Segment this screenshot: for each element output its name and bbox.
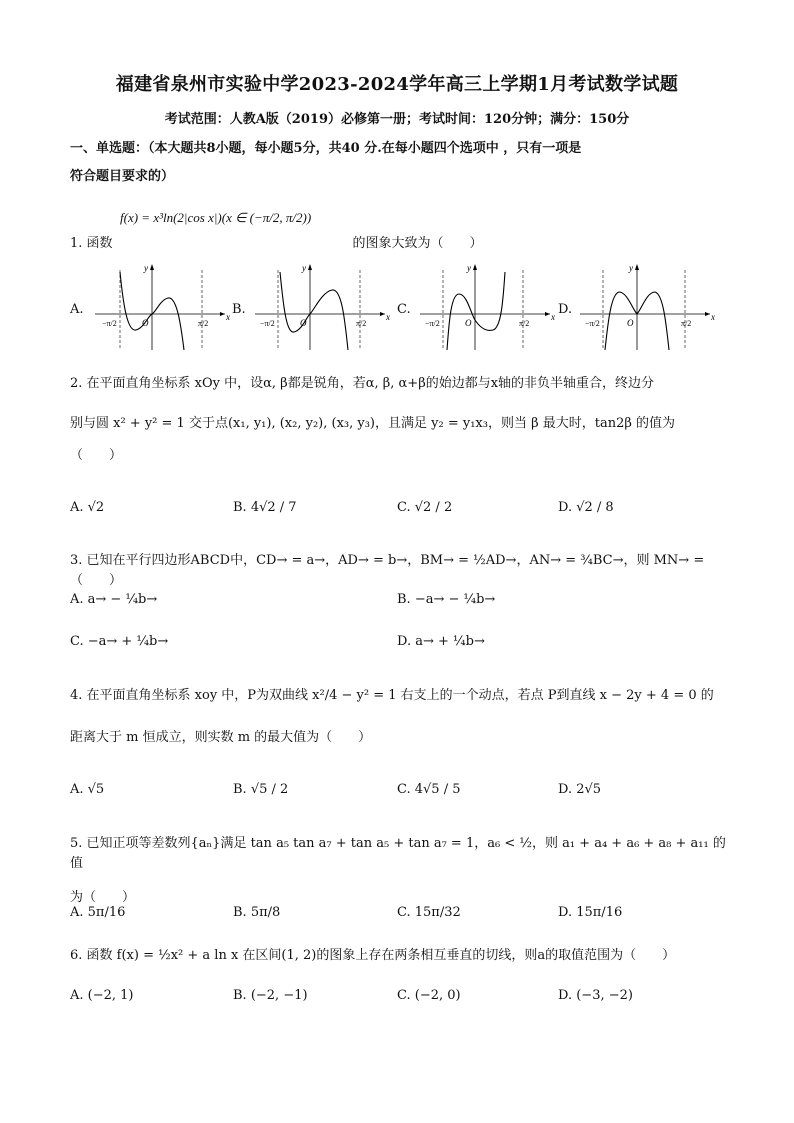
q6-option-c[interactable]: C. (−2, 0) (397, 988, 461, 1003)
origin-label: O (465, 318, 472, 328)
q5-stem (70, 834, 730, 908)
q6-stem: 6. 函数 f(x) = ½x² + a ln x 在区间(1, 2)的图象上存在两条相互垂直的切线，则a的取值范围为（ ） (70, 948, 676, 963)
q1-graph-c[interactable] (415, 262, 555, 352)
exam-subtitle: 考试范围：人教A版（2019）必修第一册；考试时间：120分钟；满分：150分 (164, 112, 630, 127)
q4-option-a[interactable]: A. √5 (70, 782, 105, 797)
q1-stem (70, 234, 730, 254)
axis-x-label: x (711, 312, 715, 322)
q2-line-2: 别与圆 x² + y² = 1 交于点(x₁, y₁), (x₂, y₂), (x₃, y₃)，且满足 y₂ = y₁x₃，则当 β 最大时，tan2β 的值为 (70, 416, 675, 431)
q6-option-b[interactable]: B. (−2, −1) (233, 988, 308, 1003)
q1-prefix: 1. 函数 (70, 236, 113, 251)
axis-y-label: y (302, 263, 306, 273)
origin-label: O (142, 318, 149, 328)
q3-option-d[interactable]: D. a→ + ¼b→ (397, 634, 485, 649)
exam-title: 福建省泉州市实验中学2023-2024学年高三上学期1月考试数学试题 (115, 74, 679, 95)
q4-option-c[interactable]: C. 4√5 / 5 (397, 782, 461, 797)
section-heading (70, 135, 730, 191)
tick-left-label: −π/2 (102, 319, 117, 328)
tick-right-label: π/2 (198, 319, 209, 328)
q4-line-1: 4. 在平面直角坐标系 xoy 中，P为双曲线 x²/4 − y² = 1 右支上的一个动点，若点 P到直线 x − 2y + 4 = 0 的 (70, 688, 714, 703)
q1-formula: f(x) = x³ln(2|cos x|)(x ∈ (−π/2, π/2)) (120, 210, 312, 225)
q4-stem (70, 686, 730, 748)
q3-option-c[interactable]: C. −a→ + ¼b→ (70, 634, 169, 649)
q4-option-d[interactable]: D. 2√5 (558, 782, 602, 797)
q4-option-b[interactable]: B. √5 / 2 (233, 782, 289, 797)
section-line-1: 一、单选题：（本大题共8小题，每小题5分，共40 分.在每小题四个选项中 ，只有一项是 (70, 141, 582, 156)
q2-line-3: （ ） (70, 448, 123, 463)
tick-right-label: π/2 (356, 319, 367, 328)
axis-y-label: y (629, 263, 633, 273)
q3-stem: 3. 已知在平行四边形ABCD中，CD→ = a→，AD→ = b→，BM→ = ½AD→，AN→ = ¾BC→，则 MN→ =（ ） (70, 553, 705, 588)
q5-line-2: 为（ ） (70, 890, 136, 905)
q2-stem (70, 374, 730, 466)
q4-line-2: 距离大于 m 恒成立，则实数 m 的最大值为（ ） (70, 730, 372, 745)
q3-option-b[interactable]: B. −a→ − ¼b→ (397, 592, 496, 607)
q1-graph-d[interactable] (575, 262, 715, 352)
q1-graph-b[interactable] (250, 262, 390, 352)
tick-left-label: −π/2 (425, 319, 440, 328)
q6-option-a[interactable]: A. (−2, 1) (70, 988, 134, 1003)
q5-option-b[interactable]: B. 5π/8 (233, 905, 281, 920)
q3-option-a[interactable]: A. a→ − ¼b→ (70, 592, 158, 607)
q2-line-1: 2. 在平面直角坐标系 xOy 中，设α, β都是锐角，若α, β, α+β的始边都与x轴的非负半轴重合，终边分 (70, 376, 655, 391)
tick-left-label: −π/2 (260, 319, 275, 328)
q1-option-b-label[interactable]: B. (232, 302, 246, 317)
q1-option-a-label[interactable]: A. (70, 302, 84, 317)
q2-option-b[interactable]: B. 4√2 / 7 (233, 500, 297, 515)
q1-suffix: 的图象大致为（ ） (352, 236, 483, 251)
axis-y-label: y (467, 263, 471, 273)
axis-x-label: x (551, 312, 555, 322)
axis-x-label: x (386, 312, 390, 322)
tick-right-label: π/2 (519, 319, 530, 328)
q1-option-c-label[interactable]: C. (397, 302, 411, 317)
q1-graph-options (70, 262, 730, 352)
q5-option-c[interactable]: C. 15π/32 (397, 905, 461, 920)
q5-option-d[interactable]: D. 15π/16 (558, 905, 623, 920)
q2-option-a[interactable]: A. √2 (70, 500, 105, 515)
q1-graph-a[interactable] (90, 262, 230, 352)
q2-option-c[interactable]: C. √2 / 2 (397, 500, 453, 515)
origin-label: O (627, 318, 634, 328)
origin-label: O (300, 318, 307, 328)
tick-left-label: −π/2 (585, 319, 600, 328)
q5-line-1: 5. 已知正项等差数列{aₙ}满足 tan a₅ tan a₇ + tan a₅ + tan a₇ = 1，a₆ < ½，则 a₁ + a₄ + a₆ + a₈ + a₁₁ 的值 (70, 836, 726, 871)
q1-option-d-label[interactable]: D. (558, 302, 573, 317)
axis-y-label: y (144, 263, 148, 273)
axis-x-label: x (226, 312, 230, 322)
q6-option-d[interactable]: D. (−3, −2) (558, 988, 633, 1003)
tick-right-label: π/2 (681, 319, 692, 328)
section-line-2: 符合题目要求的） (70, 169, 175, 184)
q5-option-a[interactable]: A. 5π/16 (70, 905, 126, 920)
q2-option-d[interactable]: D. √2 / 8 (558, 500, 614, 515)
